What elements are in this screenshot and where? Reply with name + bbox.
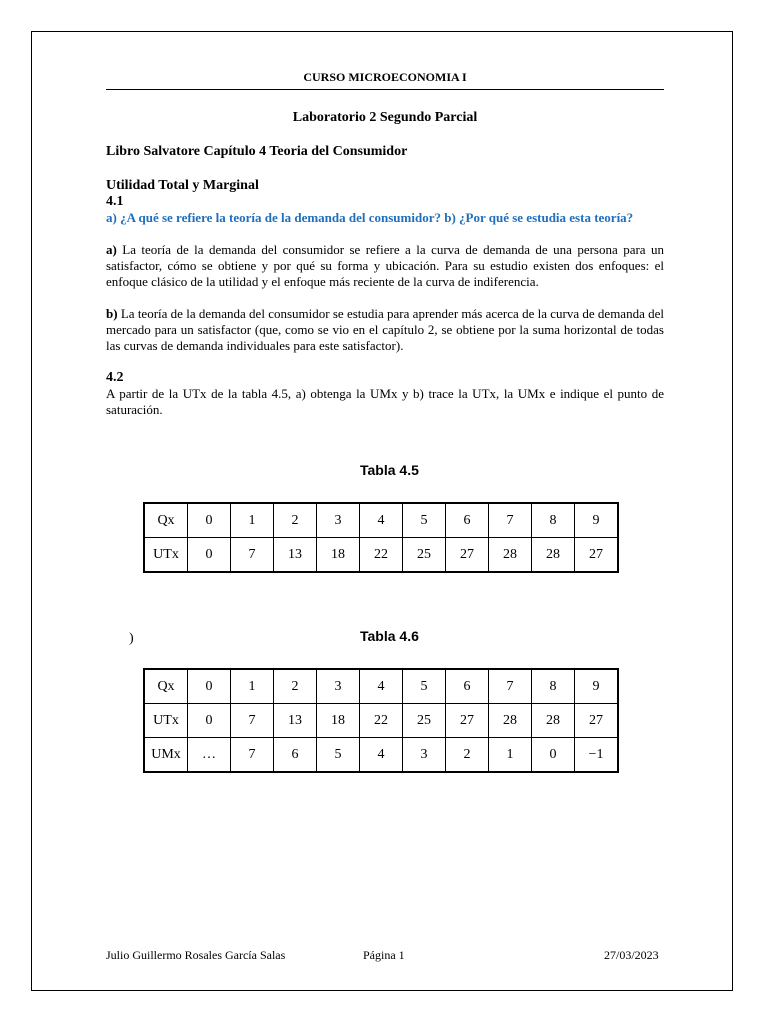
row-label: UTx — [144, 538, 188, 573]
table-cell: 1 — [231, 503, 274, 538]
table-cell: 9 — [575, 503, 619, 538]
table-row — [144, 669, 618, 704]
table-cell: 28 — [489, 704, 532, 738]
table-cell: 5 — [403, 503, 446, 538]
table-cell: 7 — [231, 704, 274, 738]
table-cell: 5 — [403, 669, 446, 704]
table-cell: 4 — [360, 669, 403, 704]
answer-b — [106, 306, 664, 354]
answer-a-label: a) — [106, 242, 117, 257]
row-label: Qx — [144, 669, 188, 704]
table-cell: 0 — [188, 503, 231, 538]
table-cell: 27 — [575, 704, 619, 738]
book-title: Libro Salvatore Capítulo 4 Teoria del Consumidor — [106, 144, 408, 159]
table-cell: 8 — [532, 669, 575, 704]
table-cell: 6 — [446, 503, 489, 538]
footer-date: 27/03/2023 — [604, 948, 659, 962]
table-cell: 27 — [575, 538, 619, 573]
table-cell: 9 — [575, 669, 619, 704]
table-cell: 25 — [403, 538, 446, 573]
table-4-6-caption: Tabla 4.6 — [360, 628, 419, 644]
table-row — [144, 738, 618, 773]
table-cell: 0 — [188, 669, 231, 704]
lab-title: Laboratorio 2 Segundo Parcial — [292, 110, 478, 125]
problem-4-2 — [106, 370, 664, 418]
row-label: Qx — [144, 503, 188, 538]
row-label: UTx — [144, 704, 188, 738]
table-cell: 18 — [317, 538, 360, 573]
table-cell: 25 — [403, 704, 446, 738]
table-cell: … — [188, 738, 231, 773]
table-cell: 3 — [317, 669, 360, 704]
footer-author: Julio Guillermo Rosales García Salas — [106, 948, 286, 962]
table-cell: 7 — [231, 538, 274, 573]
problem-text-4-2: A partir de la UTx de la tabla 4.5, a) obtenga la UMx y b) trace la UTx, la UMx e indique el punto de saturación. — [106, 386, 664, 417]
answer-a — [106, 242, 664, 290]
problem-number-4-1: 4.1 — [106, 194, 124, 209]
table-cell: 8 — [532, 503, 575, 538]
table-cell: 4 — [360, 503, 403, 538]
table-cell: 6 — [446, 669, 489, 704]
table-cell: 28 — [489, 538, 532, 573]
table-4-6 — [143, 668, 619, 773]
table-cell: 6 — [274, 738, 317, 773]
table-cell: 1 — [489, 738, 532, 773]
table-cell: 3 — [403, 738, 446, 773]
table-row — [144, 503, 618, 538]
answer-a-text: La teoría de la demanda del consumidor se refiere a la curva de demanda de una persona para un satisfactor, cómo se obtiene y por qué su forma y ubicación. Para su estudio existen dos enfoques: el enfoque clásico de la utilidad y el enfoque más reciente de la curva de indiferencia. — [106, 242, 664, 289]
table-cell: 7 — [489, 669, 532, 704]
table-cell: 2 — [274, 503, 317, 538]
table-cell: 4 — [360, 738, 403, 773]
table-cell: 13 — [274, 704, 317, 738]
table-cell: 28 — [532, 538, 575, 573]
table-cell: 28 — [532, 704, 575, 738]
table-cell: −1 — [575, 738, 619, 773]
paren-mark: ) — [129, 631, 134, 646]
problem-number-4-2: 4.2 — [106, 370, 124, 385]
problem-question-4-1: a) ¿A qué se refiere la teoría de la demanda del consumidor? b) ¿Por qué se estudia esta teoría? — [106, 210, 634, 225]
table-4-5 — [143, 502, 619, 573]
table-cell: 2 — [274, 669, 317, 704]
table-cell: 2 — [446, 738, 489, 773]
table-4-5-caption: Tabla 4.5 — [360, 462, 419, 478]
table-cell: 7 — [489, 503, 532, 538]
table-cell: 22 — [360, 538, 403, 573]
answer-b-text: La teoría de la demanda del consumidor se estudia para aprender más acerca de la curva de demanda del mercado para un satisfactor (que, como se vio en el capítulo 2, se obtiene por la suma horizontal de todas las curvas de demanda individuales para este satisfactor). — [106, 306, 664, 353]
table-cell: 0 — [532, 738, 575, 773]
table-cell: 22 — [360, 704, 403, 738]
answer-b-label: b) — [106, 306, 118, 321]
table-row — [144, 538, 618, 573]
table-cell: 0 — [188, 538, 231, 573]
document-body — [106, 70, 664, 418]
table-cell: 5 — [317, 738, 360, 773]
table-cell: 7 — [231, 738, 274, 773]
table-row — [144, 704, 618, 738]
table-cell: 0 — [188, 704, 231, 738]
footer-page: Página 1 — [363, 948, 405, 962]
table-cell: 3 — [317, 503, 360, 538]
table-cell: 27 — [446, 704, 489, 738]
table-cell: 13 — [274, 538, 317, 573]
row-label: UMx — [144, 738, 188, 773]
section-title: Utilidad Total y Marginal — [106, 178, 259, 193]
course-header: CURSO MICROECONOMIA I — [106, 70, 664, 90]
table-cell: 1 — [231, 669, 274, 704]
table-cell: 27 — [446, 538, 489, 573]
table-cell: 18 — [317, 704, 360, 738]
